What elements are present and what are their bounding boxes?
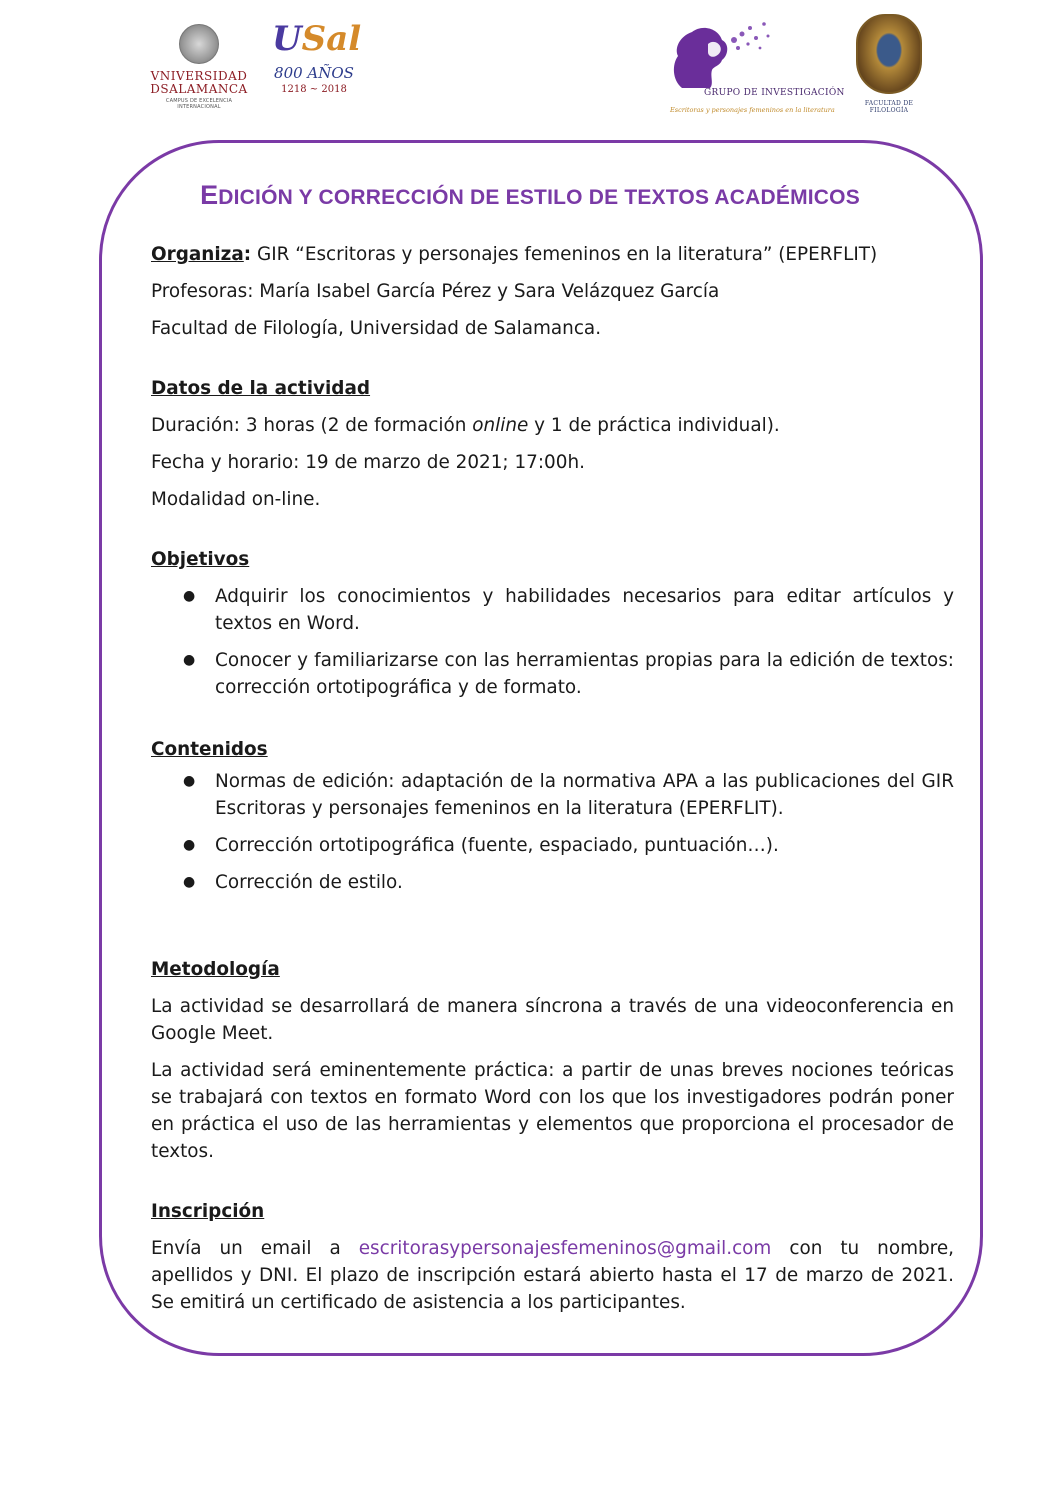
universidad-salamanca-logo (145, 24, 253, 120)
objetivo-text: Adquirir los conocimientos y habilidades necesarios para editar artículos y textos en Word. (215, 586, 954, 634)
contenido-text: Corrección ortotipográfica (fuente, espaciado, puntuación…). (215, 835, 779, 856)
grupo-title: GRUPO DE INVESTIGACIÓN (704, 88, 845, 98)
organiza-label: Organiza (151, 244, 244, 265)
inscripcion-text-a: Envía un email a (151, 1238, 359, 1259)
email-link[interactable]: escritorasypersonajesfemeninos@gmail.com (358, 1238, 772, 1259)
document-body (151, 241, 954, 1326)
usal-800-mark-u: U (272, 19, 302, 59)
contenido-text: Normas de edición: adaptación de la normativa APA a las publicaciones del GIR Escritoras y personajes femeninos en la literatura (EPERFLIT). (215, 771, 954, 819)
duracion-online: online (472, 415, 529, 436)
contenido-text: Corrección de estilo. (215, 872, 403, 893)
organiza-text: GIR “Escritoras y personajes femeninos en la literatura” (EPERFLIT) (251, 244, 878, 265)
facultad-line: Facultad de Filología, Universidad de Salamanca. (151, 318, 602, 339)
spacer (151, 1175, 954, 1198)
coat-of-arms-icon (856, 14, 922, 94)
bullet-icon: ● (183, 588, 196, 604)
objetivos-list (151, 583, 954, 701)
bullet-icon: ● (183, 874, 196, 890)
metodologia-paragraph-1: La actividad se desarrollará de manera síncrona a través de una videoconferencia en Google Meet. (151, 996, 954, 1044)
list-item (151, 768, 954, 822)
bullet-icon: ● (183, 837, 196, 853)
spacer (151, 711, 954, 736)
facultad-filologia-logo (846, 14, 932, 118)
spacer (151, 352, 954, 375)
document-title (100, 180, 960, 211)
usal-800-anos-text: 800 AÑOS (274, 64, 354, 82)
usal-800-mark (272, 14, 362, 64)
usal-name-line1: VNIVERSIDAD (150, 69, 248, 83)
usal-seal-icon (179, 24, 219, 64)
duracion-text-b: y 1 de práctica individual). (528, 415, 780, 436)
spacer (151, 906, 954, 956)
inscripcion-text-b: con tu nombre, apellidos y DNI. El plazo de inscripción estará abierto hasta el 17 de marzo de 2021. Se emitirá un certificado de asistencia a los participantes. (151, 1238, 954, 1313)
grupo-subtitle: Escritoras y personajes femeninos en la literatura (670, 106, 835, 114)
objetivos-heading: Objetivos (151, 549, 250, 570)
list-item (151, 832, 954, 859)
modalidad-line: Modalidad on-line. (151, 489, 321, 510)
inscripcion-paragraph (151, 1235, 954, 1316)
bullet-icon: ● (183, 652, 196, 668)
grupo-investigacion-logo (664, 14, 845, 122)
list-item (151, 869, 954, 896)
datos-heading: Datos de la actividad (151, 378, 371, 399)
facultad-logo-name: FACULTAD DE FILOLOGÍA (864, 100, 914, 114)
contenidos-list (151, 768, 954, 896)
list-item (151, 583, 954, 637)
inscripcion-heading: Inscripción (151, 1201, 265, 1222)
contenidos-heading: Contenidos (151, 739, 268, 760)
profesoras-line: Profesoras: María Isabel García Pérez y Sara Velázquez García (151, 281, 720, 302)
title-initial: E (200, 180, 219, 210)
usal-800-anos-logo (272, 14, 362, 118)
usal-800-mark-sal: Sal (301, 19, 362, 59)
metodologia-paragraph-2: La actividad será eminentemente práctica: a partir de unas breves nociones teóricas se trabajará con textos en formato Word con los que los investigadores podrán poner en práctica el uso de las herramientas y elementos que proporciona el procesador de textos. (151, 1060, 954, 1162)
bullet-icon: ● (183, 773, 196, 789)
duracion-line (151, 412, 954, 449)
organiza-colon: : (243, 244, 252, 265)
woman-profile-icon (664, 14, 839, 94)
usal-name-line2: DSALAMANCA (150, 82, 248, 96)
title-rest: DICIÓN Y CORRECCIÓN DE ESTILO DE TEXTOS ACADÉMICOS (218, 186, 860, 209)
list-item (151, 647, 954, 701)
header-logos (0, 10, 1059, 120)
objetivo-text: Conocer y familiarizarse con las herramientas propias para la edición de textos: corrección ortotipográfica y de formato. (215, 650, 954, 698)
fecha-line: Fecha y horario: 19 de marzo de 2021; 17:00h. (151, 452, 585, 473)
usal-subtitle: CAMPUS DE EXCELENCIA INTERNACIONAL (165, 98, 233, 110)
organiza-line (151, 241, 954, 278)
usal-800-years: 1218 ~ 2018 (281, 84, 347, 95)
duracion-text-a: Duración: 3 horas (2 de formación (151, 415, 473, 436)
spacer (151, 523, 954, 546)
metodologia-heading: Metodología (151, 959, 280, 980)
